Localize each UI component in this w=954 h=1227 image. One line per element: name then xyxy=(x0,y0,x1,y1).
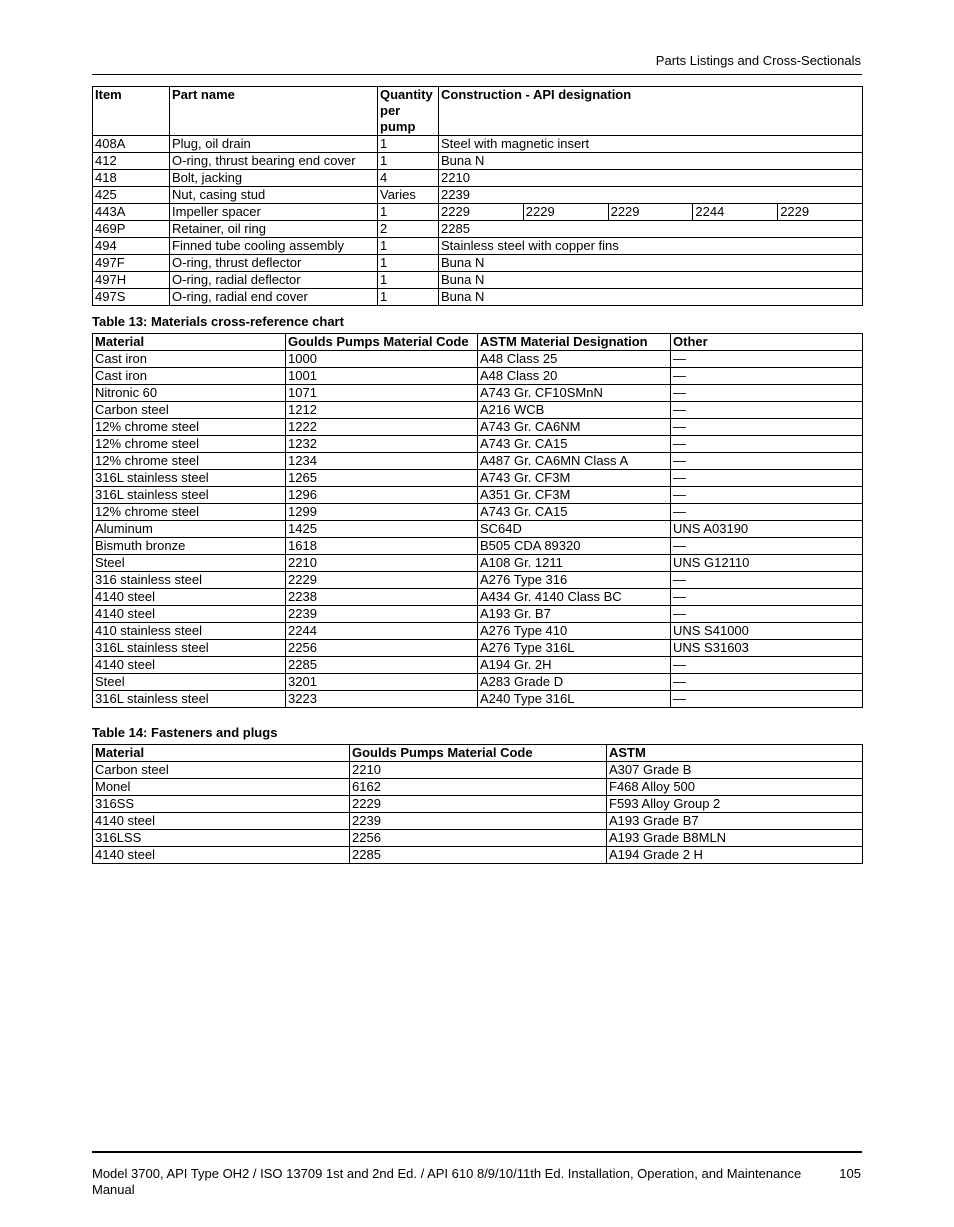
table-row xyxy=(93,136,863,153)
material-cell: 12% chrome steel xyxy=(93,419,286,436)
column-header: Item xyxy=(93,87,170,136)
table-row xyxy=(93,153,863,170)
table-13-caption: Table 13: Materials cross-reference chart xyxy=(92,314,344,329)
quantity-cell: 1 xyxy=(378,289,439,306)
other-cell: UNS S41000 xyxy=(671,623,863,640)
item-cell: 497F xyxy=(93,255,170,272)
astm-designation-cell: B505 CDA 89320 xyxy=(478,538,671,555)
materials-table xyxy=(92,333,863,708)
part-name-cell: O-ring, radial end cover xyxy=(170,289,378,306)
parts-table xyxy=(92,86,863,306)
material-code-cell: 1299 xyxy=(286,504,478,521)
table-row xyxy=(93,289,863,306)
astm-designation-cell: A276 Type 316 xyxy=(478,572,671,589)
table-row xyxy=(93,779,863,796)
astm-cell: A194 Grade 2 H xyxy=(607,847,863,864)
table-row xyxy=(93,255,863,272)
item-cell: 412 xyxy=(93,153,170,170)
material-code-cell: 1212 xyxy=(286,402,478,419)
material-cell: 316L stainless steel xyxy=(93,640,286,657)
item-cell: 418 xyxy=(93,170,170,187)
astm-designation-cell: A743 Gr. CF10SMnN xyxy=(478,385,671,402)
material-code-cell: 2285 xyxy=(286,657,478,674)
column-header: Construction - API designation xyxy=(439,87,863,136)
astm-designation-cell: A48 Class 25 xyxy=(478,351,671,368)
construction-subcell: 2229 xyxy=(777,204,862,220)
table-row xyxy=(93,538,863,555)
materials-table-header xyxy=(93,334,863,351)
material-code-cell: 6162 xyxy=(350,779,607,796)
astm-designation-cell: A240 Type 316L xyxy=(478,691,671,708)
table-row xyxy=(93,589,863,606)
astm-designation-cell: A194 Gr. 2H xyxy=(478,657,671,674)
table-row xyxy=(93,521,863,538)
material-code-cell: 1222 xyxy=(286,419,478,436)
other-cell: — xyxy=(671,436,863,453)
material-cell: 4140 steel xyxy=(93,589,286,606)
astm-cell: A193 Grade B8MLN xyxy=(607,830,863,847)
quantity-cell: 1 xyxy=(378,272,439,289)
material-code-cell: 2239 xyxy=(350,813,607,830)
other-cell: UNS G12110 xyxy=(671,555,863,572)
material-cell: Carbon steel xyxy=(93,762,350,779)
material-cell: Steel xyxy=(93,555,286,572)
other-cell: — xyxy=(671,572,863,589)
other-cell: — xyxy=(671,657,863,674)
material-code-cell: 1425 xyxy=(286,521,478,538)
fasteners-table xyxy=(92,744,863,864)
astm-designation-cell: A351 Gr. CF3M xyxy=(478,487,671,504)
quantity-cell: 2 xyxy=(378,221,439,238)
material-code-cell: 2239 xyxy=(286,606,478,623)
column-header: Other xyxy=(671,334,863,351)
table-row xyxy=(93,368,863,385)
material-cell: 316L stainless steel xyxy=(93,487,286,504)
other-cell: UNS S31603 xyxy=(671,640,863,657)
astm-cell: A307 Grade B xyxy=(607,762,863,779)
material-cell: 410 stainless steel xyxy=(93,623,286,640)
material-code-cell: 3223 xyxy=(286,691,478,708)
table-row xyxy=(93,657,863,674)
part-name-cell: O-ring, thrust bearing end cover xyxy=(170,153,378,170)
material-code-cell: 2210 xyxy=(286,555,478,572)
other-cell: — xyxy=(671,368,863,385)
table-row xyxy=(93,623,863,640)
column-header: Goulds Pumps Material Code xyxy=(350,745,607,762)
table-row xyxy=(93,572,863,589)
item-cell: 408A xyxy=(93,136,170,153)
other-cell: — xyxy=(671,538,863,555)
material-code-cell: 1001 xyxy=(286,368,478,385)
material-code-cell: 1000 xyxy=(286,351,478,368)
table-row xyxy=(93,402,863,419)
astm-designation-cell: A193 Gr. B7 xyxy=(478,606,671,623)
material-cell: 12% chrome steel xyxy=(93,436,286,453)
table-row xyxy=(93,351,863,368)
material-cell: 12% chrome steel xyxy=(93,453,286,470)
table-row xyxy=(93,221,863,238)
other-cell: UNS A03190 xyxy=(671,521,863,538)
footer-manual-title: Model 3700, API Type OH2 / ISO 13709 1st and 2nd Ed. / API 610 8/9/10/11th Ed. Installation, Operation, and Maintenance Manual xyxy=(92,1166,802,1197)
material-code-cell: 3201 xyxy=(286,674,478,691)
astm-designation-cell: A276 Type 410 xyxy=(478,623,671,640)
material-cell: 12% chrome steel xyxy=(93,504,286,521)
table-row xyxy=(93,487,863,504)
section-title: Parts Listings and Cross-Sectionals xyxy=(655,53,861,68)
other-cell: — xyxy=(671,453,863,470)
table-row xyxy=(93,436,863,453)
astm-designation-cell: A283 Grade D xyxy=(478,674,671,691)
material-cell: 4140 steel xyxy=(93,657,286,674)
astm-cell: F593 Alloy Group 2 xyxy=(607,796,863,813)
astm-designation-cell: A434 Gr. 4140 Class BC xyxy=(478,589,671,606)
table-row xyxy=(93,272,863,289)
astm-designation-cell: A743 Gr. CF3M xyxy=(478,470,671,487)
astm-cell: A193 Grade B7 xyxy=(607,813,863,830)
table-row xyxy=(93,606,863,623)
part-name-cell: Finned tube cooling assembly xyxy=(170,238,378,255)
other-cell: — xyxy=(671,674,863,691)
material-code-cell: 1265 xyxy=(286,470,478,487)
construction-cell: Buna N xyxy=(439,289,863,306)
construction-subcell: 2229 xyxy=(608,204,693,220)
material-code-cell: 1071 xyxy=(286,385,478,402)
parts-table-header xyxy=(93,87,863,136)
table-row xyxy=(93,796,863,813)
construction-cell: Buna N xyxy=(439,255,863,272)
construction-subcell: 2229 xyxy=(441,204,470,219)
material-cell: Cast iron xyxy=(93,351,286,368)
item-cell: 425 xyxy=(93,187,170,204)
table-row xyxy=(93,453,863,470)
quantity-cell: 1 xyxy=(378,255,439,272)
astm-designation-cell: SC64D xyxy=(478,521,671,538)
material-code-cell: 1234 xyxy=(286,453,478,470)
material-cell: Carbon steel xyxy=(93,402,286,419)
column-header: ASTM Material Designation xyxy=(478,334,671,351)
material-code-cell: 2229 xyxy=(350,796,607,813)
material-code-cell: 2229 xyxy=(286,572,478,589)
construction-cell: 2285 xyxy=(439,221,863,238)
other-cell: — xyxy=(671,589,863,606)
part-name-cell: Impeller spacer xyxy=(170,204,378,221)
part-name-cell: Bolt, jacking xyxy=(170,170,378,187)
part-name-cell: Plug, oil drain xyxy=(170,136,378,153)
construction-subcell: 2244 xyxy=(692,204,777,220)
astm-designation-cell: A743 Gr. CA15 xyxy=(478,436,671,453)
material-code-cell: 2285 xyxy=(350,847,607,864)
column-header: Quantity per pump xyxy=(378,87,439,136)
column-header: Goulds Pumps Material Code xyxy=(286,334,478,351)
table-row xyxy=(93,204,863,221)
column-header: Material xyxy=(93,334,286,351)
construction-subcell: 2229 xyxy=(523,204,608,220)
construction-cell xyxy=(439,204,863,221)
table-row xyxy=(93,762,863,779)
astm-designation-cell: A487 Gr. CA6MN Class A xyxy=(478,453,671,470)
item-cell: 497H xyxy=(93,272,170,289)
item-cell: 469P xyxy=(93,221,170,238)
material-code-cell: 1618 xyxy=(286,538,478,555)
quantity-cell: 1 xyxy=(378,204,439,221)
table-row xyxy=(93,419,863,436)
material-cell: 4140 steel xyxy=(93,847,350,864)
material-cell: 316SS xyxy=(93,796,350,813)
table-row xyxy=(93,830,863,847)
construction-cell: 2210 xyxy=(439,170,863,187)
astm-cell: F468 Alloy 500 xyxy=(607,779,863,796)
astm-designation-cell: A48 Class 20 xyxy=(478,368,671,385)
page-number: 105 xyxy=(839,1166,861,1181)
material-cell: 4140 steel xyxy=(93,606,286,623)
material-cell: 316L stainless steel xyxy=(93,691,286,708)
astm-designation-cell: A108 Gr. 1211 xyxy=(478,555,671,572)
column-header: Part name xyxy=(170,87,378,136)
table-row xyxy=(93,504,863,521)
table-row xyxy=(93,813,863,830)
table-14-caption: Table 14: Fasteners and plugs xyxy=(92,725,278,740)
item-cell: 494 xyxy=(93,238,170,255)
material-cell: Bismuth bronze xyxy=(93,538,286,555)
material-code-cell: 2244 xyxy=(286,623,478,640)
other-cell: — xyxy=(671,385,863,402)
material-cell: Nitronic 60 xyxy=(93,385,286,402)
quantity-cell: 1 xyxy=(378,136,439,153)
other-cell: — xyxy=(671,470,863,487)
other-cell: — xyxy=(671,351,863,368)
material-cell: 316 stainless steel xyxy=(93,572,286,589)
table-row xyxy=(93,640,863,657)
other-cell: — xyxy=(671,504,863,521)
construction-cell: Buna N xyxy=(439,153,863,170)
footer-divider xyxy=(92,1151,862,1153)
quantity-cell: 1 xyxy=(378,238,439,255)
table-row xyxy=(93,847,863,864)
other-cell: — xyxy=(671,691,863,708)
table-row xyxy=(93,470,863,487)
astm-designation-cell: A743 Gr. CA6NM xyxy=(478,419,671,436)
other-cell: — xyxy=(671,419,863,436)
material-code-cell: 1296 xyxy=(286,487,478,504)
material-code-cell: 2256 xyxy=(286,640,478,657)
astm-designation-cell: A743 Gr. CA15 xyxy=(478,504,671,521)
quantity-cell: 4 xyxy=(378,170,439,187)
fasteners-table-header xyxy=(93,745,863,762)
table-row xyxy=(93,187,863,204)
table-row xyxy=(93,385,863,402)
table-row xyxy=(93,170,863,187)
construction-cell: Steel with magnetic insert xyxy=(439,136,863,153)
column-header: ASTM xyxy=(607,745,863,762)
material-cell: Monel xyxy=(93,779,350,796)
other-cell: — xyxy=(671,487,863,504)
material-cell: 316LSS xyxy=(93,830,350,847)
table-row xyxy=(93,674,863,691)
material-cell: Aluminum xyxy=(93,521,286,538)
material-cell: Cast iron xyxy=(93,368,286,385)
material-code-cell: 2210 xyxy=(350,762,607,779)
material-cell: Steel xyxy=(93,674,286,691)
quantity-cell: Varies xyxy=(378,187,439,204)
part-name-cell: O-ring, radial deflector xyxy=(170,272,378,289)
other-cell: — xyxy=(671,606,863,623)
item-cell: 497S xyxy=(93,289,170,306)
part-name-cell: O-ring, thrust deflector xyxy=(170,255,378,272)
column-header: Material xyxy=(93,745,350,762)
construction-cell: Stainless steel with copper fins xyxy=(439,238,863,255)
construction-cell: 2239 xyxy=(439,187,863,204)
other-cell: — xyxy=(671,402,863,419)
part-name-cell: Retainer, oil ring xyxy=(170,221,378,238)
item-cell: 443A xyxy=(93,204,170,221)
table-row xyxy=(93,238,863,255)
table-row xyxy=(93,691,863,708)
material-code-cell: 2256 xyxy=(350,830,607,847)
material-cell: 4140 steel xyxy=(93,813,350,830)
material-code-cell: 2238 xyxy=(286,589,478,606)
astm-designation-cell: A276 Type 316L xyxy=(478,640,671,657)
part-name-cell: Nut, casing stud xyxy=(170,187,378,204)
quantity-cell: 1 xyxy=(378,153,439,170)
header-divider xyxy=(92,74,862,75)
material-cell: 316L stainless steel xyxy=(93,470,286,487)
table-row xyxy=(93,555,863,572)
astm-designation-cell: A216 WCB xyxy=(478,402,671,419)
construction-cell: Buna N xyxy=(439,272,863,289)
material-code-cell: 1232 xyxy=(286,436,478,453)
